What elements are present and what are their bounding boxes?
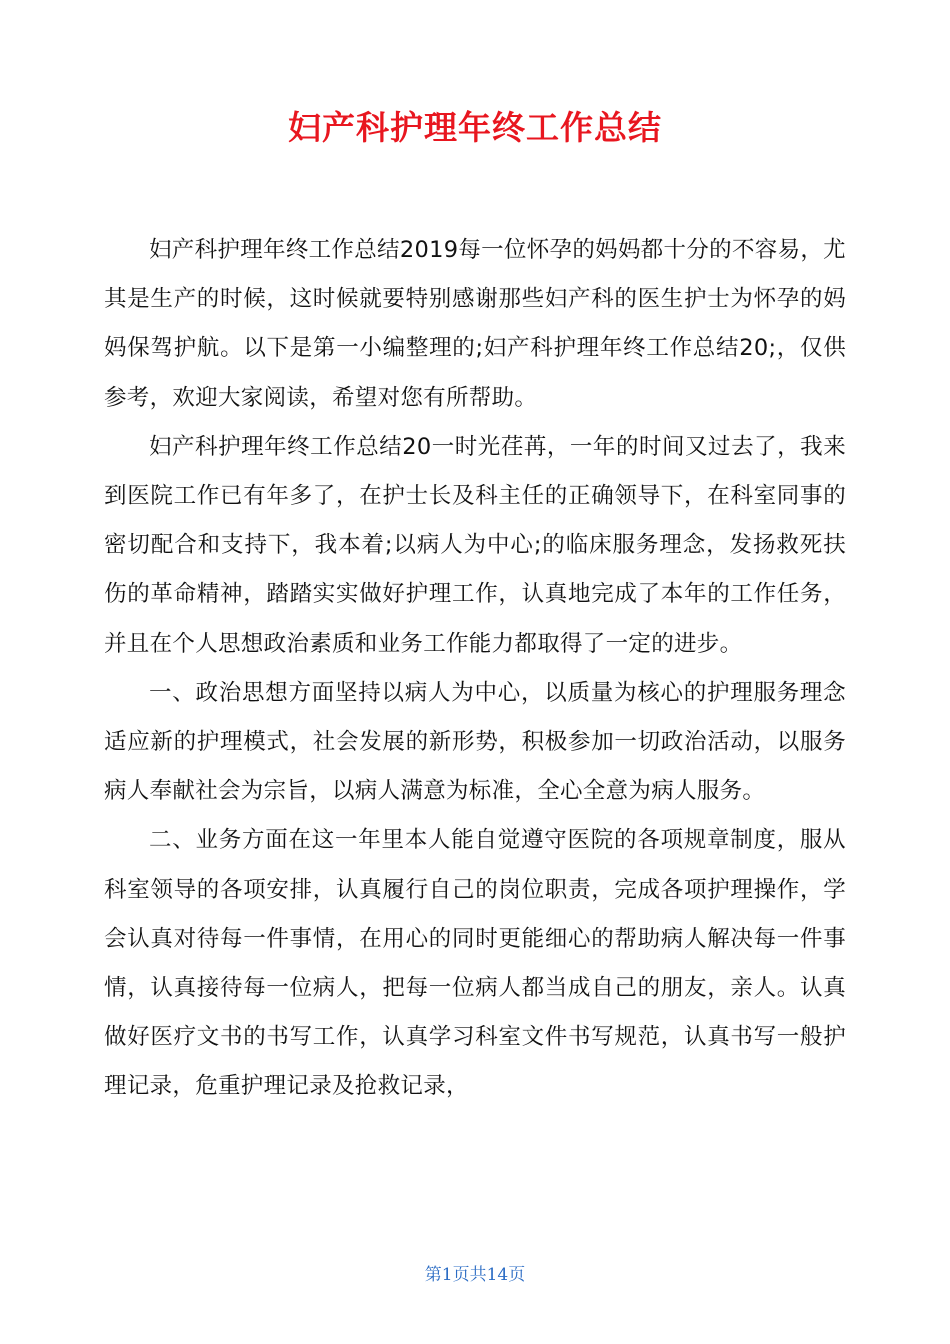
document-body (104, 226, 846, 1112)
document-title: 妇产科护理年终工作总结 (288, 108, 662, 147)
body-paragraph-2: 妇产科护理年终工作总结20一时光荏苒，一年的时间又过去了，我来到医院工作已有年多了，在护士长及科主任的正确领导下，在科室同事的密切配合和支持下，我本着;以病人为中心;的临床服务理念，发扬救死扶伤的革命精神，踏踏实实做好护理工作，认真地完成了本年的工作任务，并且在个人思想政治素质和业务工作能力都取得了一定的进步。 (104, 433, 846, 657)
body-paragraph-3: 一、政治思想方面坚持以病人为中心，以质量为核心的护理服务理念适应新的护理模式，社会发展的新形势，积极参加一切政治活动，以服务病人奉献社会为宗旨，以病人满意为标准，全心全意为病人服务。 (104, 679, 846, 805)
page-number-footer: 第1页共14页 (424, 1265, 526, 1285)
body-paragraph-1: 妇产科护理年终工作总结2019每一位怀孕的妈妈都十分的不容易，尤其是生产的时候，这时候就要特别感谢那些妇产科的医生护士为怀孕的妈妈保驾护航。以下是第一小编整理的;妇产科护理年终工作总结20;，仅供参考，欢迎大家阅读，希望对您有所帮助。 (104, 237, 846, 411)
body-paragraph-4: 二、业务方面在这一年里本人能自觉遵守医院的各项规章制度，服从科室领导的各项安排，认真履行自己的岗位职责，完成各项护理操作，学会认真对待每一件事情，在用心的同时更能细心的帮助病人解决每一件事情，认真接待每一位病人，把每一位病人都当成自己的朋友，亲人。认真做好医疗文书的书写工作，认真学习科室文件书写规范，认真书写一般护理记录，危重护理记录及抢救记录， (104, 827, 846, 1100)
